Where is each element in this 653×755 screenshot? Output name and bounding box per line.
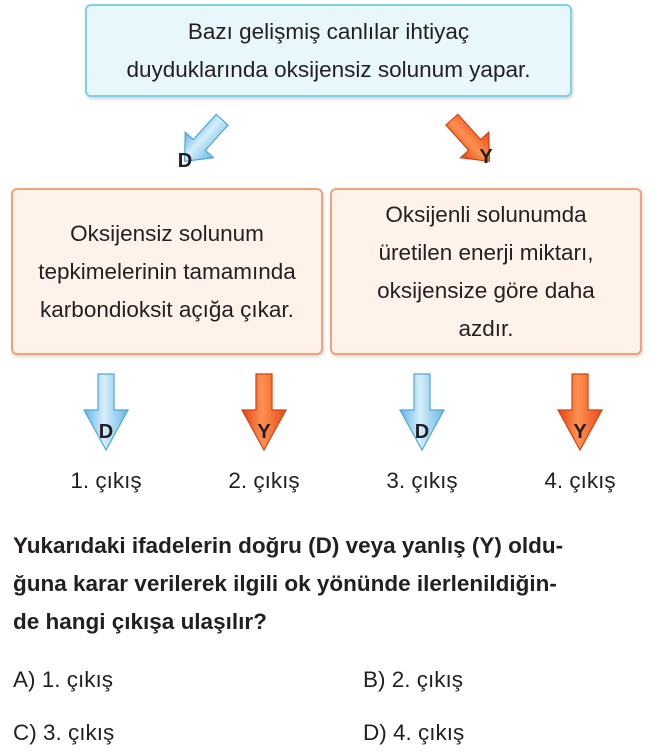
- option-b[interactable]: B) 2. çıkış: [363, 667, 464, 692]
- exit-4-label: 4. çıkış: [544, 468, 616, 493]
- question-line: de hangi çıkışa ulaşılır?: [13, 609, 267, 634]
- option-c[interactable]: C) 3. çıkış: [13, 720, 115, 745]
- question-line: ğuna karar verilerek ilgili ok yönünde ilerlenildiğin-: [13, 571, 557, 596]
- top-statement-line: duyduklarında oksijensiz solunum yapar.: [126, 56, 531, 82]
- left-statement-line: tepkimelerinin tamamında: [38, 258, 296, 284]
- option-d[interactable]: D) 4. çıkış: [363, 720, 465, 745]
- exit-2-false-arrow-icon: [239, 372, 289, 452]
- left-statement-box: [11, 188, 323, 355]
- right-statement-line: oksijensize göre daha: [377, 277, 595, 303]
- exit-1-label: 1. çıkış: [70, 468, 142, 493]
- exit-2-label: 2. çıkış: [228, 468, 300, 493]
- left-statement-line: karbondioksit açığa çıkar.: [40, 296, 294, 322]
- exit-3-label: 3. çıkış: [386, 468, 458, 493]
- question-text: [13, 527, 643, 641]
- true-diagonal-arrow-icon: [160, 110, 236, 178]
- exit-1-true-arrow-icon: [81, 372, 131, 452]
- top-statement-box: [85, 4, 572, 97]
- top-statement-line: Bazı gelişmiş canlılar ihtiyaç: [187, 18, 470, 44]
- right-statement-line: azdır.: [458, 315, 514, 341]
- exit-2-arrow-label: Y: [257, 421, 271, 443]
- left-statement-line: Oksijensiz solunum: [70, 220, 264, 246]
- true-diagonal-arrow-label: D: [177, 150, 193, 172]
- exit-3-arrow-label: D: [414, 421, 430, 443]
- right-statement-line: Oksijenli solunumda: [385, 201, 587, 227]
- question-line: Yukarıdaki ifadelerin doğru (D) veya yanlış (Y) oldu-: [13, 533, 564, 558]
- right-statement-box: [330, 188, 642, 355]
- false-diagonal-arrow-icon: [438, 110, 514, 178]
- option-a[interactable]: A) 1. çıkış: [13, 667, 114, 692]
- exit-4-false-arrow-icon: [555, 372, 605, 452]
- exit-3-true-arrow-icon: [397, 372, 447, 452]
- exit-4-arrow-label: Y: [573, 421, 587, 443]
- false-diagonal-arrow-label: Y: [479, 146, 493, 168]
- right-statement-line: üretilen enerji miktarı,: [378, 239, 594, 265]
- exit-1-arrow-label: D: [98, 421, 114, 443]
